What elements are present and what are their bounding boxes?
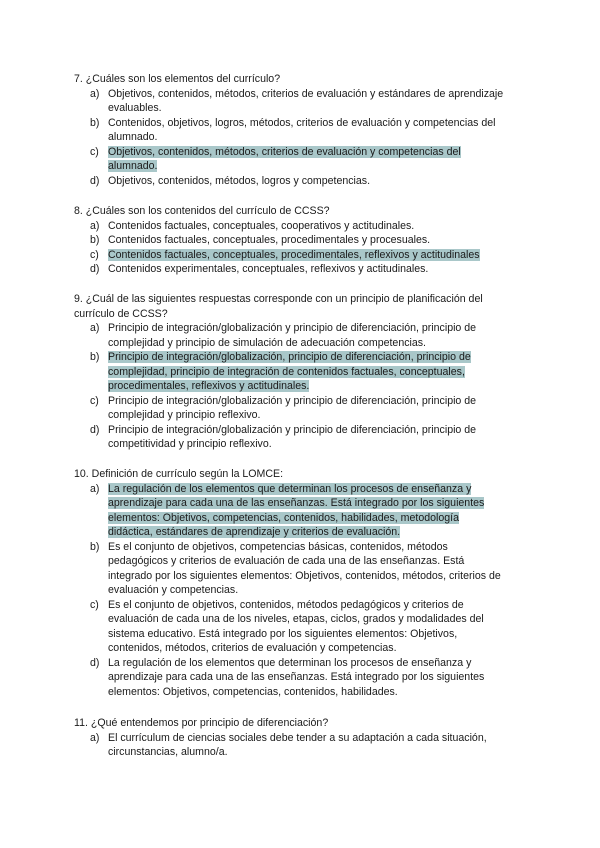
option-letter: d) xyxy=(90,656,100,669)
option-letter: c) xyxy=(90,394,99,407)
option-text: Contenidos factuales, conceptuales, procedimentales y procesuales. xyxy=(108,234,431,246)
option-d xyxy=(0,656,600,700)
option-letter: b) xyxy=(90,234,100,246)
option-d xyxy=(0,262,600,277)
option-b xyxy=(0,350,600,394)
option-letter: c) xyxy=(90,598,99,611)
option-letter: a) xyxy=(90,482,100,495)
option-text: La regulación de los elementos que determinan los procesos de enseñanza y aprendizaje para cada una de las enseñanzas. Está integrado por los siguientes elementos: Objetivos, competencias, contenidos, habilidades. xyxy=(108,656,485,698)
option-letter: d) xyxy=(90,174,100,187)
option-text: Objetivos, contenidos, métodos, criterios de evaluación y estándares de aprendizaje evaluables. xyxy=(108,87,504,114)
option-d xyxy=(0,423,600,452)
option-d xyxy=(0,174,600,189)
option-b xyxy=(0,540,600,598)
option-a xyxy=(0,482,600,540)
option-text: Es el conjunto de objetivos, competencias básicas, contenidos, métodos pedagógicos y criterios de evaluación de cada una de las enseñanzas. Está integrado por los siguientes elementos: Objetivos, contenidos, métodos, criterios de evaluación y competencias. xyxy=(108,540,501,596)
option-letter: a) xyxy=(90,322,100,334)
highlighted-answer: Contenidos factuales, conceptuales, procedimentales, reflexivos y actitudinales xyxy=(108,248,480,261)
question-stem: 9. ¿Cuál de las siguientes respuestas corresponde con un principio de planificación del currículo de CCSS? xyxy=(74,293,483,320)
option-c xyxy=(0,598,600,656)
option-c xyxy=(0,394,600,423)
option-letter: a) xyxy=(90,731,100,744)
option-text: Contenidos, objetivos, logros, métodos, criterios de evaluación y competencias del alumnado. xyxy=(108,116,496,143)
option-text: Contenidos factuales, conceptuales, cooperativos y actitudinales. xyxy=(108,219,415,232)
option-letter: c) xyxy=(90,145,99,158)
option-c xyxy=(0,248,600,263)
option-text: Principio de integración/globalización y principio de diferenciación, principio de complejidad y principio reflexivo. xyxy=(108,394,477,421)
option-letter: b) xyxy=(90,351,100,363)
option-letter: a) xyxy=(90,87,100,100)
option-c xyxy=(0,145,600,174)
highlighted-answer: Principio de integración/globalización, principio de diferenciación, principio de complejidad, principio de integración de contenidos factuales, conceptuales, procedimentales, reflexivos y actitudinales. xyxy=(108,351,471,392)
option-letter: d) xyxy=(90,263,100,275)
option-a xyxy=(0,87,600,116)
highlighted-answer: La regulación de los elementos que determinan los procesos de enseñanza y aprendizaje para cada una de las enseñanzas. Está integrado por los siguientes elementos: Objetivos, competencias, contenidos, habilidades, metodología didáctica, estándares de aprendizaje y criterios de evaluación. xyxy=(108,482,485,538)
option-text: Contenidos experimentales, conceptuales, reflexivos y actitudinales. xyxy=(108,263,429,275)
question-stem: 10. Definición de currículo según la LOMCE: xyxy=(74,468,284,480)
option-letter: a) xyxy=(90,219,100,232)
option-a xyxy=(0,731,600,760)
option-b xyxy=(0,116,600,145)
option-text: El currículum de ciencias sociales debe tender a su adaptación a cada situación, circunstancias, alumno/a. xyxy=(108,731,487,758)
option-letter: d) xyxy=(90,423,100,436)
option-text: Es el conjunto de objetivos, contenidos, métodos pedagógicos y criterios de evaluación de cada una de los niveles, etapas, ciclos, grados y modalidades del sistema educativo. Está integrado por los siguientes elementos: Objetivos, contenidos, métodos, criterios de evaluación y competencias. xyxy=(108,598,484,654)
question-stem: 8. ¿Cuáles son los contenidos del currículo de CCSS? xyxy=(74,205,330,217)
question-11 xyxy=(0,716,600,760)
option-text: Principio de integración/globalización y principio de diferenciación, principio de complejidad y principio de simulación de adecuación competencias. xyxy=(108,322,477,349)
option-a xyxy=(0,321,600,350)
option-letter: b) xyxy=(90,540,100,553)
option-b xyxy=(0,233,600,248)
question-10 xyxy=(0,467,600,699)
question-stem: 11. ¿Qué entendemos por principio de diferenciación? xyxy=(74,717,329,729)
option-text: Objetivos, contenidos, métodos, logros y competencias. xyxy=(108,174,371,187)
question-stem: 7. ¿Cuáles son los elementos del currículo? xyxy=(74,73,281,85)
highlighted-answer: Objetivos, contenidos, métodos, criterios de evaluación y competencias del alumnado. xyxy=(108,145,461,172)
question-9 xyxy=(0,292,600,452)
option-text: Principio de integración/globalización y principio de diferenciación, principio de competitividad y principio reflexivo. xyxy=(108,423,477,450)
option-a xyxy=(0,219,600,234)
question-8 xyxy=(0,204,600,277)
option-letter: b) xyxy=(90,116,100,129)
question-7 xyxy=(0,72,600,188)
option-letter: c) xyxy=(90,248,99,261)
